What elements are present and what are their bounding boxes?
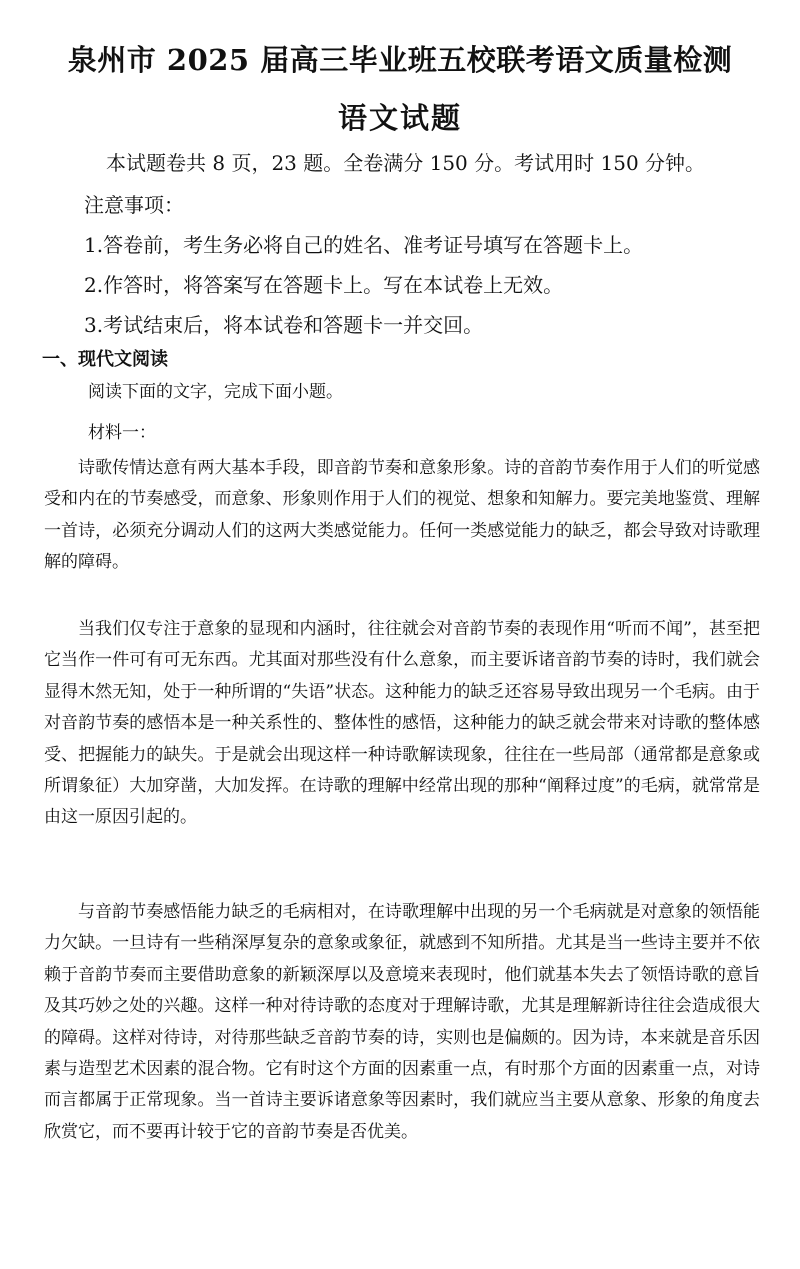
notice-item: 3.考试结束后，将本试卷和答题卡一并交回。 xyxy=(84,313,484,337)
exam-title: 泉州市 2025 届高三毕业班五校联考语文质量检测 xyxy=(67,43,733,77)
material-label: 材料一： xyxy=(88,423,156,443)
notice-item: 2.作答时，将答案写在答题卡上。写在本试卷上无效。 xyxy=(84,273,564,297)
reading-instruction: 阅读下面的文字，完成下面小题。 xyxy=(88,382,343,402)
paragraph: 当我们仅专注于意象的显现和内涵时，往往就会对音韵节奏的表现作用“听而不闻”，甚至把它当作一件可有可无东西。尤其面对那些没有什么意象，而主要诉诸音韵节奏的诗时，我们就会显得木然无知，处于一种所谓的“失语”状态。这种能力的缺乏还容易导致出现另一个毛病。由于对音韵节奏的感悟本是一种关系性的、整体性的感悟，这种能力的缺乏就会带来对诗歌的整体感受、把握能力的缺失。于是就会出现这样一种诗歌解读现象，往往在一些局部（通常都是意象或所谓象征）大加穿凿，大加发挥。在诗歌的理解中经常出现的那种“阐释过度”的毛病，就常常是由这一原因引起的。 xyxy=(44,619,760,828)
exam-subtitle: 语文试题 xyxy=(337,101,462,135)
notice-item: 1.答卷前，考生务必将自己的姓名、准考证号填写在答题卡上。 xyxy=(84,233,644,257)
paragraph: 诗歌传情达意有两大基本手段，即音韵节奏和意象形象。诗的音韵节奏作用于人们的听觉感受和内在的节奏感受，而意象、形象则作用于人们的视觉、想象和知解力。要完美地鉴赏、理解一首诗，必须充分调动人们的这两大类感觉能力。任何一类感觉能力的缺乏，都会导致对诗歌理解的障碍。 xyxy=(44,458,760,573)
section-heading: 一、现代文阅读 xyxy=(42,349,168,370)
notice-heading: 注意事项： xyxy=(84,193,184,217)
exam-intro: 本试题卷共 8 页，23 题。全卷满分 150 分。考试用时 150 分钟。 xyxy=(106,151,706,175)
paragraph: 与音韵节奏感悟能力缺乏的毛病相对，在诗歌理解中出现的另一个毛病就是对意象的领悟能力欠缺。一旦诗有一些稍深厚复杂的意象或象征，就感到不知所措。尤其是当一些诗主要并不依赖于音韵节奏而主要借助意象的新颖深厚以及意境来表现时，他们就基本失去了领悟诗歌的意旨及其巧妙之处的兴趣。这样一种对待诗歌的态度对于理解诗歌，尤其是理解新诗往往会造成很大的障碍。这样对待诗，对待那些缺乏音韵节奏的诗，实则也是偏颇的。因为诗，本来就是音乐因素与造型艺术因素的混合物。它有时这个方面的因素重一点，有时那个方面的因素重一点，对诗而言都属于正常现象。当一首诗主要诉诸意象等因素时，我们就应当主要从意象、形象的角度去欣赏它，而不要再计较于它的音韵节奏是否优美。 xyxy=(44,902,760,1142)
